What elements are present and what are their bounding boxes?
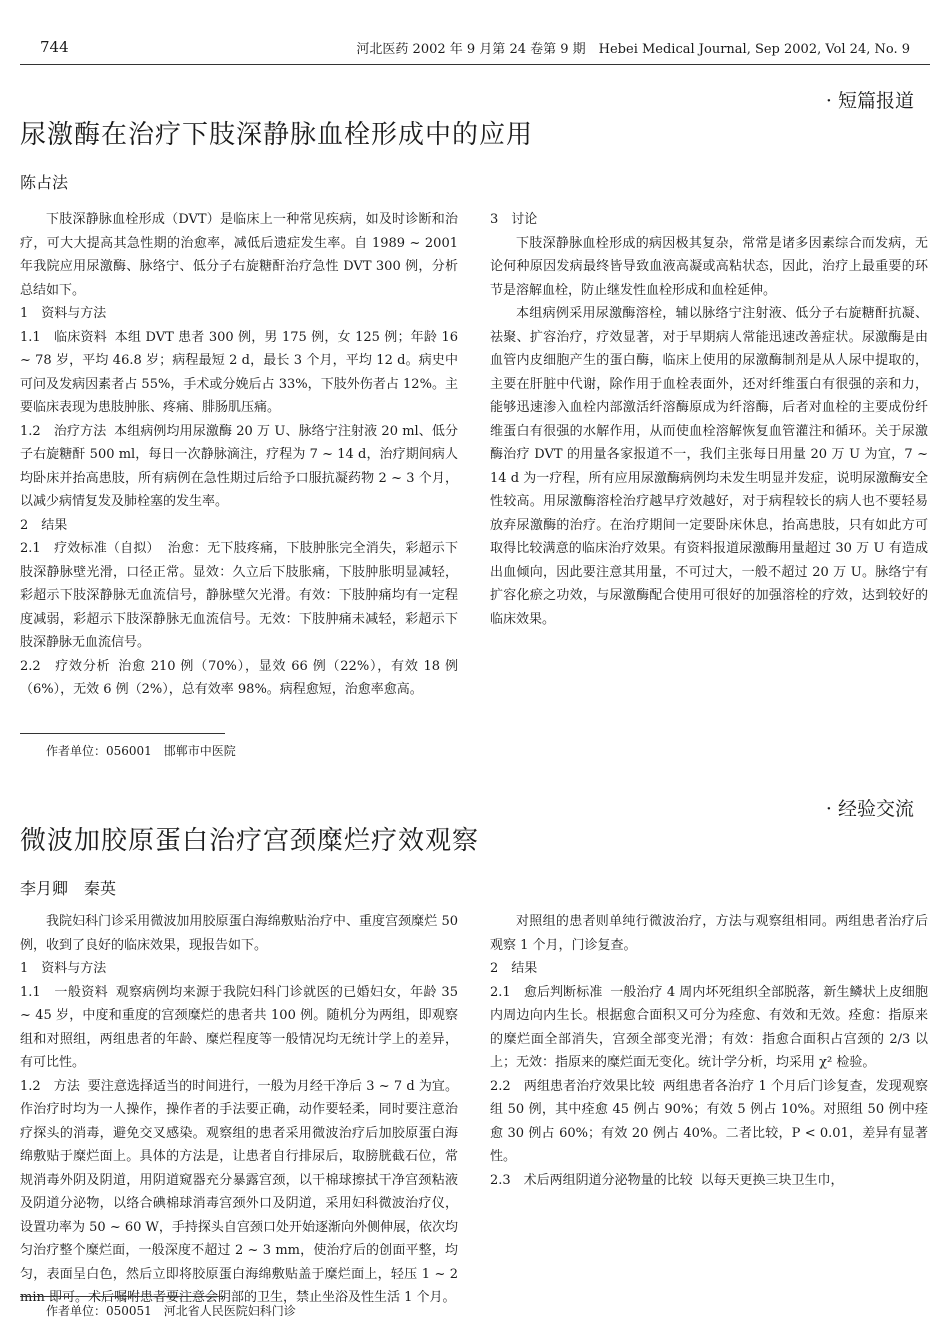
article2-s11-label: 1.1 一般资料 — [20, 984, 108, 1000]
article1-heading-2: 2 结果 — [20, 517, 68, 533]
article2-left-column — [20, 910, 458, 1310]
article2-s21-label: 2.1 愈后判断标准 — [490, 984, 603, 1000]
running-head: 河北医药 2002 年 9 月第 24 卷第 9 期 Hebei Medical Journal, Sep 2002, Vol 24, No. 9 — [356, 42, 910, 57]
article2-intro: 我院妇科门诊采用微波加用胶原蛋白海绵敷贴治疗中、重度宫颈糜烂 50 例，收到了良好的临床效果，现报告如下。 — [20, 914, 458, 953]
article2-section-1-2 — [20, 1075, 458, 1310]
article2-s12-label: 1.2 方法 — [20, 1078, 80, 1094]
article2-heading-2: 2 结果 — [490, 961, 538, 976]
article1-s21-text: 治愈：无下肢疼痛，下肢肿胀完全消失，彩超示下肢深静脉壁光滑，口径正常。显效：久立后下肢胀痛，下肢肿胀明显减轻，彩超示下肢深静脉无血流信号，静脉壁欠光滑。有效：下肢肿痛均有一定程度减弱，彩超示下肢深静脉无血流信号。无效：下肢肿痛未减轻，彩超示下肢深静脉无血流信号。 — [20, 541, 458, 650]
article1-s21-label: 2.1 疗效标准（自拟） — [20, 541, 160, 556]
article1-s12-label: 1.2 治疗方法 — [20, 423, 107, 439]
article2-section-1-1 — [20, 981, 458, 1075]
article2-section-label: · 经验交流 — [825, 798, 914, 820]
article2-s22-label: 2.2 两组患者治疗效果比较 — [490, 1078, 655, 1094]
article1-s12-text: 本组病例均用尿激酶 20 万 U、脉络宁注射液 20 ml、低分子右旋糖酐 500 ml，每日一次静脉滴注，疗程为 7 ~ 14 d，治疗期间病人均卧床并抬高患肢，所有病例在急性期过后给予口服抗凝药物 2 ~ 3 个月，以减少病情复发及肺栓塞的发生率。 — [20, 423, 459, 509]
page-number: 744 — [40, 38, 69, 56]
article2-heading-1: 1 资料与方法 — [20, 961, 107, 976]
article1-section-2-1 — [20, 537, 458, 655]
article1-discussion-2: 本组病例采用尿激酶溶栓，辅以脉络宁注射液、低分子右旋糖酐抗凝、祛聚、扩容治疗，疗效显著，对于早期病人常能迅速改善症状。尿激酶是由血管内皮细胞产生的蛋白酶，临床上使用的尿激酶制剂是从人尿中提取的，主要在肝脏中代谢，除作用于血栓表面外，还对纤维蛋白有很强的亲和力，能够迅速渗入血栓内部激活纤溶酶原成为纤溶酶，后者对血栓的主要成份纤维蛋白有很强的水解作用，从而使血栓溶解恢复血管灌注和循环。关于尿激酶治疗 DVT 的用量各家报道不一，我们主张每日用量 20 万 U 为宜，7 ~ 14 d 为一疗程，所有应用尿激酶病例均未发生明显并发症，说明尿激酶安全性较高。用尿激酶溶栓治疗越早疗效越好，对于病程较长的病人也不要轻易放弃尿激酶的治疗。在治疗期间一定要卧床休息，抬高患肢，只有如此方可取得比较满意的临床治疗效果。有资料报道尿激酶用量超过 30 万 U 有造成出血倾向，因此要注意其用量，不可过大，一般不超过 20 万 U。脉络宁有扩容化瘀之功效，与尿激酶配合使用可很好的加强溶栓的疗效，达到较好的临床效果。 — [490, 306, 928, 627]
article1-left-column — [20, 208, 458, 702]
article2-title: 微波加胶原蛋白治疗宫颈糜烂疗效观察 — [20, 826, 480, 856]
article1-affiliation: 作者单位：056001 邯郸市中医院 — [46, 744, 236, 758]
article1-intro: 下肢深静脉血栓形成（DVT）是临床上一种常见疾病，如及时诊断和治疗，可大大提高其急性期的治愈率，减低后遗症发生率。自 1989 ~ 2001 年我院应用尿激酶、脉络宁、低分子右旋糖酐治疗急性 DVT 300 例，分析总结如下。 — [20, 212, 458, 298]
article2-section-2-3 — [490, 1169, 928, 1193]
article1-discussion-1: 下肢深静脉血栓形成的病因极其复杂，常常是诸多因素综合而发病，无论何种原因发病最终皆导致血液高凝或高粘状态，因此，治疗上最重要的环节是溶解血栓，防止继发性血栓形成和血栓延伸。 — [490, 235, 928, 298]
article2-s23-text: 以每天更换三块卫生巾， — [700, 1172, 844, 1188]
article2-s22-text: 两组患者各治疗 1 个月后门诊复查，发现观察组 50 例，其中痊愈 45 例占 90%；有效 5 例占 10%。对照组 50 例中痊愈 30 例占 60%；有效 20 例占 40%。二者比较，P < 0.01，差异有显著性。 — [490, 1078, 928, 1164]
article1-s11-label: 1.1 临床资料 — [20, 329, 107, 345]
article1-s11-text: 本组 DVT 患者 300 例，男 175 例，女 125 例；年龄 16 ~ 78 岁，平均 46.8 岁；病程最短 2 d，最长 3 个月，平均 12 d。病史中可问及发病因素者占 55%，手术或分娩后占 33%，下肢外伤者占 12%。主要临床表现为患肢肿胀、疼痛、腓肠肌压痛。 — [20, 329, 458, 415]
article1-author: 陈占法 — [20, 173, 69, 192]
article1-heading-3: 3 讨论 — [490, 212, 538, 227]
header-rule — [20, 64, 930, 65]
article1-section-2-2 — [20, 655, 458, 702]
article2-section-2-1 — [490, 981, 928, 1075]
article1-affiliation-rule — [20, 733, 225, 734]
article2-s11-text: 观察病例均来源于我院妇科门诊就医的已婚妇女，年龄 35 ~ 45 岁，中度和重度的宫颈糜烂的患者共 100 例。随机分为两组，即观察组和对照组，两组患者的年龄、糜烂程度等一般情况均无统计学上的差异，有可比性。 — [20, 984, 458, 1070]
article2-affiliation-rule — [20, 1296, 225, 1297]
article1-right-column — [490, 208, 928, 631]
article1-s22-text: 治愈 210 例（70%），显效 66 例（22%），有效 18 例（6%），无效 6 例（2%），总有效率 98%。病程愈短，治愈率愈高。 — [20, 658, 458, 697]
article1-title: 尿激酶在治疗下肢深静脉血栓形成中的应用 — [20, 120, 534, 150]
article2-control-group: 对照组的患者则单纯行微波治疗，方法与观察组相同。两组患者治疗后观察 1 个月，门诊复查。 — [490, 914, 928, 953]
article1-heading-1: 1 资料与方法 — [20, 306, 107, 321]
article2-affiliation: 作者单位：050051 河北省人民医院妇科门诊 — [46, 1304, 296, 1318]
article2-s12-text: 要注意选择适当的时间进行，一般为月经干净后 3 ~ 7 d 为宜。作治疗时均为一人操作，操作者的手法要正确，动作要轻柔，同时要注意治疗探头的消毒，避免交叉感染。观察组的患者采用微波治疗后加胶原蛋白海绵敷贴于糜烂面上。具体的方法是，让患者自行排尿后，取膀胱截石位，常规消毒外阴及阴道，用阴道窥器充分暴露宫颈，以干棉球擦拭干净宫颈粘液及阴道分泌物，以络合碘棉球消毒宫颈外口及阴道，采用妇科微波治疗仪，设置功率为 50 ~ 60 W，手持探头自宫颈口处开始逐渐向外侧伸展，依次均匀治疗整个糜烂面，一般深度不超过 2 ~ 3 mm，使治疗后的创面平整，均匀，表面呈白色，然后立即将胶原蛋白海绵敷贴盖于糜烂面上，轻压 1 ~ 2 min 即可。术后嘱咐患者要注意会阴部的卫生，禁止坐浴及性生活 1 个月。 — [20, 1078, 458, 1305]
article2-s21-text: 一般治疗 4 周内坏死组织全部脱落，新生鳞状上皮细胞内周边向内生长。根据愈合面积又可分为痊愈、有效和无效。痊愈：指原来的糜烂面全部消失，宫颈全部变光滑；有效：指愈合面积占宫颈的 2/3 以上；无效：指原来的糜烂面无变化。统计学分析，均采用 χ² 检验。 — [490, 984, 928, 1070]
article2-s23-label: 2.3 术后两组阴道分泌物量的比较 — [490, 1172, 693, 1188]
article2-authors: 李月卿 秦英 — [20, 879, 117, 898]
article1-section-label: · 短篇报道 — [825, 90, 914, 112]
article1-s22-label: 2.2 疗效分析 — [20, 658, 111, 674]
article1-section-1-1 — [20, 326, 458, 420]
article2-section-2-2 — [490, 1075, 928, 1169]
article2-right-column — [490, 910, 928, 1192]
article1-section-1-2 — [20, 420, 458, 514]
